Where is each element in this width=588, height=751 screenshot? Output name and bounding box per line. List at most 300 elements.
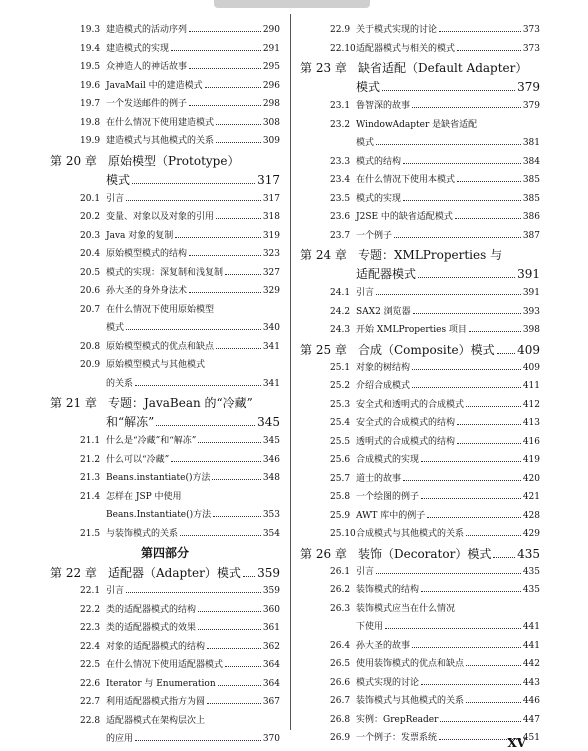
- page-ref: 291: [262, 43, 280, 54]
- toc-section-entry[interactable]: [300, 378, 540, 397]
- dot-leader: [466, 405, 521, 407]
- toc-section-entry[interactable]: [300, 397, 540, 416]
- toc-section-entry[interactable]: [50, 246, 280, 265]
- entry-title: 下使用: [356, 622, 384, 632]
- entry-title: 专题：XMLProperties 与: [358, 248, 503, 262]
- section-number: 23.5: [330, 193, 351, 204]
- entry-title: 模式: [106, 323, 125, 333]
- chapter-number: 第 22 章: [50, 566, 97, 580]
- section-number: 23.7: [330, 230, 351, 241]
- entry-title: 装饰模式的结构: [356, 585, 420, 595]
- toc-section-entry[interactable]: [50, 41, 280, 60]
- entry-title: 使用装饰模式的优点和缺点: [356, 659, 465, 669]
- dot-leader: [225, 273, 261, 275]
- section-number: 19.6: [80, 80, 101, 91]
- section-number: 23.6: [330, 212, 351, 222]
- dot-leader: [493, 556, 515, 558]
- page-ref: 370: [262, 734, 280, 744]
- entry-title: 开始 XMLProperties 项目: [356, 325, 467, 335]
- dot-leader: [216, 347, 261, 349]
- page-ref: 435: [517, 546, 540, 561]
- entry-title: 在什么情况下使用原始模型: [106, 304, 215, 315]
- toc-section-entry[interactable]: [300, 209, 540, 228]
- entry-title: 模式: [356, 80, 381, 94]
- entry-title: Beans.instantiate()方法: [106, 473, 211, 483]
- entry-title: 一个绘图的例子: [356, 492, 420, 502]
- page-ref: 348: [262, 473, 280, 483]
- chapter-number: 第 23 章: [300, 61, 347, 75]
- top-edge-shadow: [214, 0, 370, 8]
- page-ref: 387: [522, 230, 540, 241]
- page-ref: 419: [522, 455, 540, 465]
- entry-title: 鲁智深的故事: [356, 101, 411, 111]
- section-number: 25.7: [330, 473, 351, 484]
- toc-chapter-entry[interactable]: [300, 78, 540, 98]
- entry-title: 在什么情况下使用建造模式: [106, 117, 215, 128]
- toc-chapter-entry[interactable]: [50, 152, 280, 171]
- entry-title: 安全式的合成模式的结构: [356, 418, 456, 428]
- chapter-number: 第 20 章: [50, 153, 97, 168]
- section-number: 19.4: [80, 43, 101, 54]
- toc-section-entry[interactable]: [50, 339, 280, 358]
- toc-section-entry[interactable]: [50, 191, 280, 210]
- toc-section-entry[interactable]: [300, 117, 540, 136]
- dot-leader: [394, 236, 521, 238]
- toc-section-entry[interactable]: [300, 693, 540, 712]
- entry-title: 什么可以“冷藏”: [106, 454, 170, 465]
- toc-section-entry[interactable]: [300, 22, 540, 41]
- toc-section-entry[interactable]: [300, 434, 540, 453]
- section-number: 26.8: [330, 714, 351, 725]
- section-number: 26.3: [330, 603, 351, 614]
- section-number: 25.6: [330, 455, 351, 465]
- dot-leader: [180, 534, 261, 536]
- entry-title: Iterator 与 Enumeration: [106, 678, 216, 689]
- section-number: 26.2: [330, 585, 351, 595]
- toc-chapter-entry[interactable]: [50, 171, 280, 191]
- section-number: 19.7: [80, 99, 101, 109]
- entry-title: AWT 库中的例子: [356, 510, 426, 521]
- toc-section-entry[interactable]: [300, 712, 540, 731]
- toc-section-entry[interactable]: [50, 657, 280, 676]
- entry-title: 对象的适配器模式的结构: [106, 641, 206, 652]
- dot-leader: [216, 141, 261, 143]
- dot-leader: [382, 89, 515, 91]
- dot-leader: [439, 30, 521, 32]
- page-ref: 391: [517, 267, 540, 281]
- entry-title: 的关系: [106, 378, 134, 389]
- part-title: 第四部分: [140, 546, 189, 560]
- dot-leader: [225, 665, 261, 667]
- section-number: 22.4: [80, 641, 101, 652]
- toc-chapter-entry[interactable]: [50, 394, 280, 413]
- entry-title: 原始模型（Prototype）: [108, 153, 240, 168]
- section-number: 25.1: [330, 362, 351, 373]
- page-ref: 295: [262, 62, 280, 72]
- page-ref: 341: [262, 378, 280, 389]
- toc-section-entry[interactable]: [50, 59, 280, 78]
- entry-title: 建造模式与其他模式的关系: [106, 136, 215, 146]
- entry-title: 关于模式实现的讨论: [356, 25, 438, 35]
- toc-section-entry[interactable]: [50, 265, 280, 284]
- page-ref: 391: [522, 288, 540, 298]
- toc-section-entry[interactable]: [50, 283, 280, 302]
- section-number: 24.2: [330, 306, 351, 317]
- toc-section-entry[interactable]: [300, 656, 540, 675]
- page-ref: 409: [522, 362, 540, 373]
- toc-section-entry[interactable]: [300, 675, 540, 694]
- toc-section-entry[interactable]: [300, 471, 540, 490]
- section-number: 22.3: [80, 623, 101, 633]
- dot-leader: [376, 293, 521, 295]
- toc-section-entry[interactable]: [50, 452, 280, 471]
- page-ref: 359: [262, 586, 280, 596]
- entry-title: 适配器（Adapter）模式: [108, 566, 241, 580]
- toc-section-entry[interactable]: [50, 694, 280, 713]
- section-number: 22.6: [80, 678, 101, 689]
- entry-title: 引言: [106, 193, 125, 204]
- dot-leader: [243, 575, 255, 577]
- dot-leader: [412, 106, 521, 108]
- page-ref: 364: [262, 660, 280, 670]
- toc-section-entry[interactable]: [300, 638, 540, 657]
- section-number: 26.6: [330, 677, 351, 688]
- dot-leader: [466, 701, 521, 703]
- section-number: 22.7: [80, 697, 101, 707]
- section-number: 25.3: [330, 399, 351, 410]
- toc-section-entry[interactable]: [300, 564, 540, 583]
- entry-title: 和“解冻”: [106, 415, 155, 429]
- chapter-number: 第 24 章: [300, 248, 347, 262]
- page-ref: 447: [522, 714, 540, 725]
- toc-section-entry[interactable]: [50, 470, 280, 489]
- toc-section-entry[interactable]: [300, 730, 540, 749]
- chapter-number: 第 21 章: [50, 396, 97, 410]
- section-number: 25.5: [330, 436, 351, 447]
- toc-section-entry[interactable]: [300, 135, 540, 154]
- entry-title: 变量、对象以及对象的引用: [106, 212, 215, 222]
- page-ref: 367: [262, 697, 280, 707]
- page-ref: 384: [522, 156, 540, 167]
- entry-title: 类的适配器模式的效果: [106, 623, 197, 633]
- dot-leader: [412, 386, 521, 388]
- section-number: 20.6: [80, 286, 101, 296]
- toc-chapter-entry[interactable]: [50, 413, 280, 433]
- toc-section-entry[interactable]: [50, 320, 280, 339]
- entry-title: 道士的故事: [356, 473, 402, 484]
- section-number: 23.2: [330, 119, 351, 130]
- toc-section-entry[interactable]: [300, 98, 540, 117]
- entry-title: 缺省适配（Default Adapter）: [358, 61, 528, 75]
- entry-title: 原始模型模式与其他模式: [106, 360, 206, 370]
- dot-leader: [126, 199, 261, 201]
- page-number: XV: [507, 736, 526, 750]
- dot-leader: [189, 254, 261, 256]
- page-ref: 317: [257, 172, 280, 187]
- page-ref: 373: [522, 25, 540, 35]
- page-ref: 296: [262, 80, 280, 91]
- chapter-number: 第 25 章: [300, 342, 347, 357]
- dot-leader: [457, 442, 521, 444]
- dot-leader: [457, 180, 521, 182]
- dot-leader: [418, 276, 515, 278]
- section-number: 20.2: [80, 212, 101, 222]
- section-number: 20.4: [80, 249, 101, 259]
- toc-section-entry[interactable]: [300, 191, 540, 210]
- section-number: 25.2: [330, 381, 351, 391]
- entry-title: 介绍合成模式: [356, 381, 411, 391]
- section-number: 20.3: [80, 230, 101, 241]
- toc-section-entry[interactable]: [50, 526, 280, 545]
- page-ref: 435: [522, 566, 540, 577]
- dot-leader: [403, 479, 521, 481]
- dot-leader: [466, 534, 521, 536]
- section-number: 19.8: [80, 117, 101, 128]
- dot-leader: [385, 627, 521, 629]
- page-ref: 451: [522, 733, 540, 743]
- toc-section-entry[interactable]: [300, 508, 540, 527]
- section-number: 25.8: [330, 492, 351, 502]
- toc-right-column: [300, 22, 540, 749]
- toc-section-entry[interactable]: [300, 415, 540, 434]
- toc-section-entry[interactable]: [50, 489, 280, 508]
- entry-title: 的应用: [106, 734, 134, 744]
- dot-leader: [212, 478, 260, 480]
- toc-section-entry[interactable]: [50, 209, 280, 228]
- page-ref: 446: [522, 696, 540, 706]
- entry-title: 众神造人的神话故事: [106, 62, 188, 72]
- entry-title: 对象的树结构: [356, 362, 411, 373]
- dot-leader: [189, 30, 261, 32]
- dot-leader: [466, 664, 521, 666]
- toc-section-entry[interactable]: [50, 583, 280, 602]
- dot-leader: [135, 384, 261, 386]
- toc-section-entry[interactable]: [50, 639, 280, 658]
- toc-section-entry[interactable]: [50, 228, 280, 247]
- toc-section-entry[interactable]: [50, 620, 280, 639]
- page-ref: 379: [517, 80, 540, 94]
- entry-title: WindowAdapter 是缺省适配: [356, 119, 478, 130]
- section-number: 20.5: [80, 267, 101, 278]
- page-ref: 346: [262, 454, 280, 465]
- page-ref: 420: [522, 473, 540, 484]
- dot-leader: [135, 739, 261, 741]
- section-number: 23.1: [330, 101, 351, 111]
- toc-section-entry[interactable]: [300, 619, 540, 638]
- toc-chapter-entry[interactable]: [300, 59, 540, 78]
- toc-section-entry[interactable]: [50, 433, 280, 452]
- toc-section-entry[interactable]: [300, 172, 540, 191]
- section-number: 22.2: [80, 604, 101, 615]
- page-ref: 443: [522, 677, 540, 688]
- page-ref: 398: [522, 325, 540, 335]
- entry-title: 适配器模式: [356, 267, 417, 281]
- entry-title: 模式的结构: [356, 156, 402, 167]
- page-ref: 317: [262, 193, 280, 204]
- toc-section-entry[interactable]: [300, 489, 540, 508]
- section-number: 22.1: [80, 586, 101, 596]
- entry-title: 透明式的合成模式的结构: [356, 436, 456, 447]
- toc-section-entry[interactable]: [50, 22, 280, 41]
- entry-title: 模式的实现：深复制和浅复制: [106, 267, 224, 278]
- dot-leader: [455, 217, 521, 219]
- dot-leader: [205, 86, 261, 88]
- dot-leader: [207, 702, 261, 704]
- page-ref: 379: [522, 101, 540, 111]
- entry-title: 引言: [356, 288, 375, 298]
- toc-section-entry[interactable]: [50, 602, 280, 621]
- entry-title: 类的适配器模式的结构: [106, 604, 197, 615]
- section-number: 21.5: [80, 528, 101, 539]
- page-ref: 413: [522, 418, 540, 428]
- toc-section-entry[interactable]: [300, 601, 540, 620]
- page-ref: 409: [517, 342, 540, 357]
- section-number: 23.4: [330, 175, 351, 185]
- entry-title: 专题：JavaBean 的“冷藏”: [108, 396, 253, 410]
- page-ref: 340: [262, 323, 280, 333]
- page-ref: 309: [262, 136, 280, 146]
- dot-leader: [427, 516, 521, 518]
- dot-leader: [440, 720, 520, 722]
- toc-section-entry[interactable]: [300, 41, 540, 60]
- dot-leader: [132, 182, 255, 184]
- page-ref: 421: [522, 492, 540, 502]
- dot-leader: [213, 515, 261, 517]
- entry-title: 装饰模式与其他模式的关系: [356, 696, 465, 706]
- dot-leader: [216, 217, 261, 219]
- toc-section-entry[interactable]: [50, 376, 280, 395]
- entry-title: 适配器模式与相关的模式: [356, 43, 456, 54]
- toc-chapter-entry[interactable]: [300, 341, 540, 360]
- toc-section-entry[interactable]: [50, 302, 280, 321]
- dot-leader: [198, 441, 260, 443]
- page-ref: 298: [262, 99, 280, 109]
- section-number: 22.8: [80, 715, 101, 726]
- page-ref: 441: [522, 622, 540, 632]
- section-number: 22.5: [80, 660, 101, 670]
- dot-leader: [403, 199, 521, 201]
- section-number: 23.3: [330, 156, 351, 167]
- dot-leader: [207, 647, 261, 649]
- toc-section-entry[interactable]: [300, 452, 540, 471]
- toc-section-entry[interactable]: [50, 507, 280, 526]
- dot-leader: [376, 572, 521, 574]
- dot-leader: [421, 460, 521, 462]
- entry-title: Java 对象的复制: [106, 230, 174, 241]
- page-ref: 341: [262, 341, 280, 352]
- entry-title: 装饰模式应当在什么情况: [356, 603, 456, 614]
- dot-leader: [171, 49, 261, 51]
- dot-leader: [412, 646, 521, 648]
- page-ref: 411: [522, 381, 540, 391]
- toc-section-entry[interactable]: [300, 304, 540, 323]
- dot-leader: [413, 312, 521, 314]
- section-number: 20.7: [80, 304, 101, 315]
- chapter-number: 第 26 章: [300, 546, 347, 561]
- column-divider: [290, 14, 291, 730]
- toc-section-entry[interactable]: [50, 78, 280, 97]
- toc-chapter-entry[interactable]: [300, 265, 540, 285]
- dot-leader: [412, 368, 521, 370]
- entry-title: 与装饰模式的关系: [106, 528, 179, 539]
- page-ref: 362: [262, 641, 280, 652]
- dot-leader: [198, 610, 261, 612]
- section-number: 24.1: [330, 288, 351, 298]
- page-ref: 290: [262, 25, 280, 35]
- part-heading[interactable]: [50, 544, 280, 564]
- page-ref: 353: [262, 510, 280, 520]
- dot-leader: [189, 291, 261, 293]
- toc-chapter-entry[interactable]: [300, 545, 540, 564]
- entry-title: J2SE 中的缺省适配模式: [356, 212, 453, 222]
- toc-section-entry[interactable]: [300, 285, 540, 304]
- page-ref: 345: [257, 415, 280, 429]
- dot-leader: [175, 236, 261, 238]
- entry-title: 引言: [356, 566, 375, 577]
- page-ref: 429: [522, 529, 540, 539]
- toc-section-entry[interactable]: [300, 228, 540, 247]
- page-ref: 381: [522, 138, 540, 148]
- page-ref: 393: [522, 306, 540, 317]
- dot-leader: [421, 683, 521, 685]
- section-number: 25.9: [330, 510, 351, 521]
- toc-section-entry[interactable]: [50, 676, 280, 695]
- entry-title: 模式实现的讨论: [356, 677, 420, 688]
- entry-title: 装饰（Decorator）模式: [358, 546, 492, 561]
- entry-title: 模式的实现: [356, 193, 402, 204]
- page-ref: 345: [262, 436, 280, 446]
- entry-title: 原始模型模式的优点和缺点: [106, 341, 215, 352]
- page-ref: 412: [522, 399, 540, 410]
- page-ref: 327: [262, 267, 280, 278]
- entry-title: 建造模式的活动序列: [106, 25, 188, 35]
- entry-title: 一个例子：发票系统: [356, 733, 438, 743]
- toc-section-entry[interactable]: [300, 360, 540, 379]
- dot-leader: [189, 104, 261, 106]
- toc-section-entry[interactable]: [300, 582, 540, 601]
- toc-section-entry[interactable]: [300, 526, 540, 545]
- toc-chapter-entry[interactable]: [50, 564, 280, 583]
- page-ref: 308: [262, 117, 280, 128]
- section-number: 19.5: [80, 62, 101, 72]
- toc-section-entry[interactable]: [50, 357, 280, 376]
- dot-leader: [457, 423, 521, 425]
- page-ref: 364: [262, 678, 280, 689]
- dot-leader: [497, 352, 515, 354]
- toc-section-entry[interactable]: [50, 713, 280, 732]
- toc-section-entry[interactable]: [50, 133, 280, 152]
- entry-title: 怎样在 JSP 中使用: [106, 491, 182, 502]
- toc-section-entry[interactable]: [50, 731, 280, 750]
- section-number: 26.5: [330, 659, 351, 669]
- toc-chapter-entry[interactable]: [300, 246, 540, 265]
- toc-section-entry[interactable]: [50, 115, 280, 134]
- toc-section-entry[interactable]: [300, 154, 540, 173]
- page-ref: 428: [522, 510, 540, 521]
- toc-left-column: [50, 22, 280, 750]
- entry-title: 模式: [106, 172, 131, 187]
- toc-section-entry[interactable]: [300, 322, 540, 341]
- toc-section-entry[interactable]: [50, 96, 280, 115]
- dot-leader: [421, 590, 521, 592]
- entry-title: 实例：GrepReader: [356, 714, 439, 725]
- page-ref: 354: [262, 528, 280, 539]
- dot-leader: [198, 628, 261, 630]
- page-ref: 318: [262, 212, 280, 222]
- dot-leader: [403, 162, 521, 164]
- dot-leader: [156, 424, 255, 426]
- section-number: 22.10: [330, 43, 356, 54]
